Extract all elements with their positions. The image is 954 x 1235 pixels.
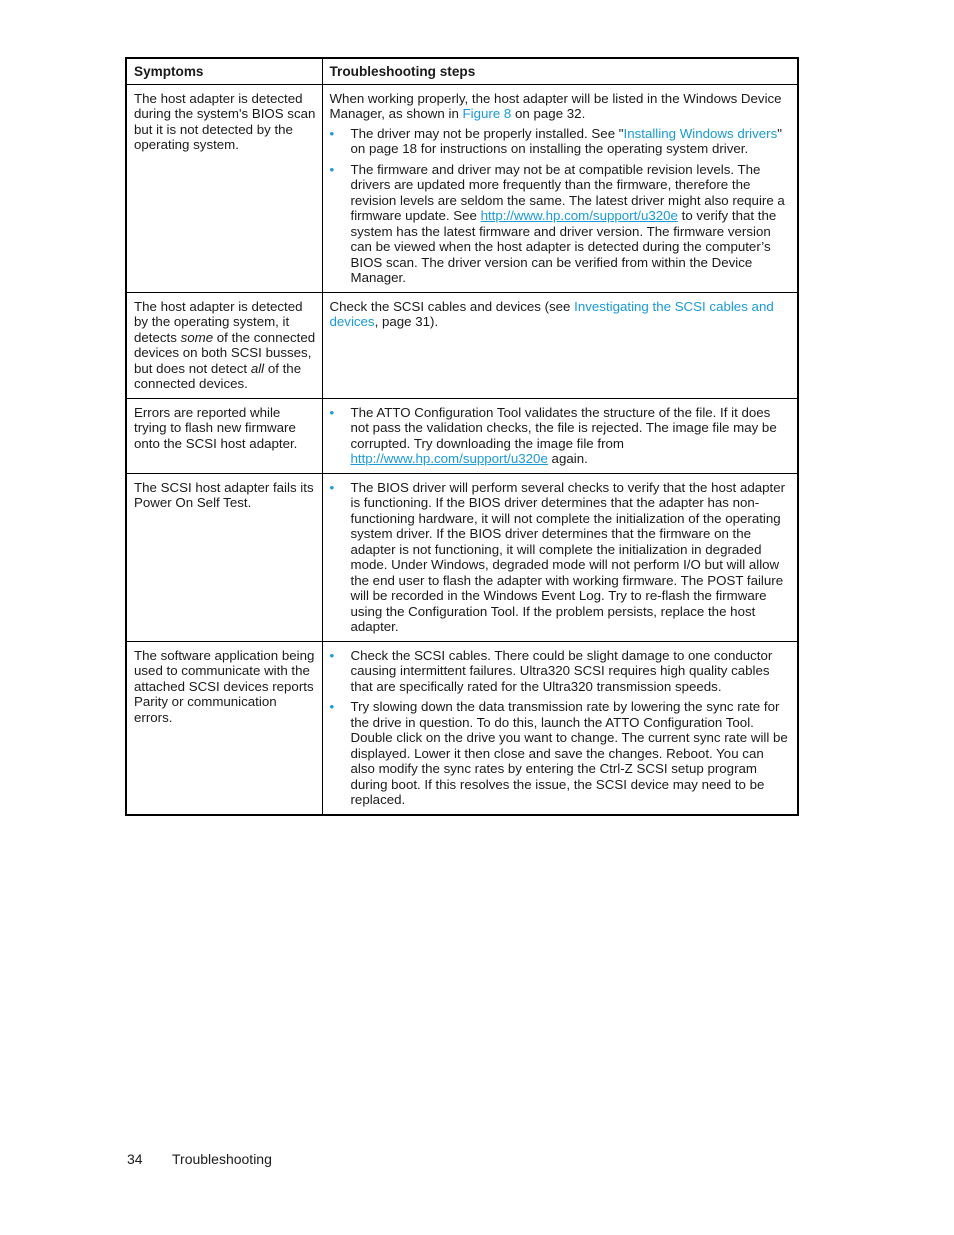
symptoms-header: Symptoms (126, 58, 322, 84)
steps-cell (322, 473, 798, 641)
list-item: • The ATTO Configuration Tool validates the structure of the file. If it does not pass the validation checks, the file is rejected. The image file may be corrupted. Try downloading the image file from http://www.hp.com/support/u320e again. (329, 404, 777, 466)
support-url-link[interactable]: http://www.hp.com/support/u320e (480, 208, 678, 223)
symptom-text: Errors are reported while trying to flash new firmware onto the SCSI host adapter. (134, 404, 298, 451)
symptom-cell (126, 84, 322, 292)
steps-cell: Check the SCSI cables and devices (see Investigating the SCSI cables and devices, page 31). (322, 292, 798, 398)
symptom-cell (126, 641, 322, 815)
list-item: • Check the SCSI cables. There could be slight damage to one conductor causing intermittent failures. Ultra320 SCSI requires high quality cables that are specifically rated for the Ultra320 transmission speeds. (329, 647, 773, 694)
steps-header: Troubleshooting steps (322, 58, 798, 84)
figure-link[interactable]: Figure 8 (462, 106, 512, 121)
installing-drivers-link[interactable]: Installing Windows drivers (623, 125, 778, 141)
troubleshooting-table (125, 57, 799, 816)
steps-intro: When working properly, the host adapter will be listed in the Windows Device Manager, as shown in Figure 8 on page 32. (329, 90, 782, 121)
symptom-cell (126, 473, 322, 641)
page-number: 34 (127, 1151, 143, 1167)
bullet-icon: • (329, 125, 335, 141)
table-row (126, 641, 798, 815)
table-row (126, 398, 798, 473)
symptom-text: The software application being used to communicate with the attached SCSI devices reports Parity or communication errors. (134, 647, 315, 725)
steps-list (330, 126, 792, 286)
bullet-icon: • (329, 479, 335, 495)
symptom-cell: The host adapter is detected by the operating system, it detects some of the connected devices on both SCSI busses, but does not detect all of the connected devices. (126, 292, 322, 398)
symptom-text: The SCSI host adapter fails its Power On Self Test. (134, 479, 314, 510)
table-row (126, 473, 798, 641)
bullet-icon: • (329, 699, 335, 714)
bullet-icon: • (329, 161, 335, 177)
steps-cell (322, 398, 798, 473)
steps-list (330, 648, 792, 808)
steps-cell (322, 84, 798, 292)
table-row (126, 292, 798, 398)
bullet-icon: • (329, 647, 335, 663)
scsi-cables-link[interactable]: Investigating the SCSI cables and devices (329, 298, 774, 329)
steps-cell (322, 641, 798, 815)
symptom-cell (126, 398, 322, 473)
list-item: • Try slowing down the data transmission rate by lowering the sync rate for the drive in question. To do this, launch the ATTO Configuration Tool. Double click on the drive you want to change. The current sync rate will be displayed. Lower it then close and save the changes. Reboot. You can also modify the sync rates by entering the Ctrl-Z SCSI setup program during boot. If this resolves the issue, the SCSI device may need to be replaced. (329, 699, 788, 807)
support-url-link[interactable]: http://www.hp.com/support/u320e (350, 451, 548, 466)
steps-list (330, 405, 792, 467)
list-item: • The firmware and driver may not be at compatible revision levels. The drivers are updated more frequently than the firmware, therefore the revision levels are seldom the same. The latest driver might also require a firmware update. See http://www.hp.com/support/u320e to verify that the system has the latest firmware and driver version. The firmware version can be viewed when the host adapter is detected during the computer’s BIOS scan. The driver version can be verified from within the Device Manager. (329, 161, 785, 285)
symptom-text: The host adapter is detected during the system's BIOS scan but it is not detected by the operating system. (134, 90, 316, 152)
page-footer (127, 1151, 272, 1167)
table-row (126, 84, 798, 292)
list-item: • The BIOS driver will perform several checks to verify that the host adapter is functioning. If the BIOS driver determines that the adapter has non-functioning hardware, it will not complete the initialization of the operating system driver. If the BIOS driver determines that the firmware on the adapter is not functioning, it will complete the initialization in degraded mode. Under Windows, degraded mode will not perform I/O but will allow the end user to flash the adapter with working firmware. The POST failure will be recorded in the Windows Event Log. Try to re-flash the firmware using the Configuration Tool. If the problem persists, replace the host adapter. (329, 479, 786, 634)
steps-list (330, 480, 792, 635)
list-item: • The driver may not be properly installed. See "Installing Windows drivers" on page 18 for instructions on installing the operating system driver. (329, 125, 782, 156)
bullet-icon: • (329, 404, 335, 420)
footer-section-title: Troubleshooting (172, 1151, 272, 1167)
table-header-row (126, 58, 798, 84)
